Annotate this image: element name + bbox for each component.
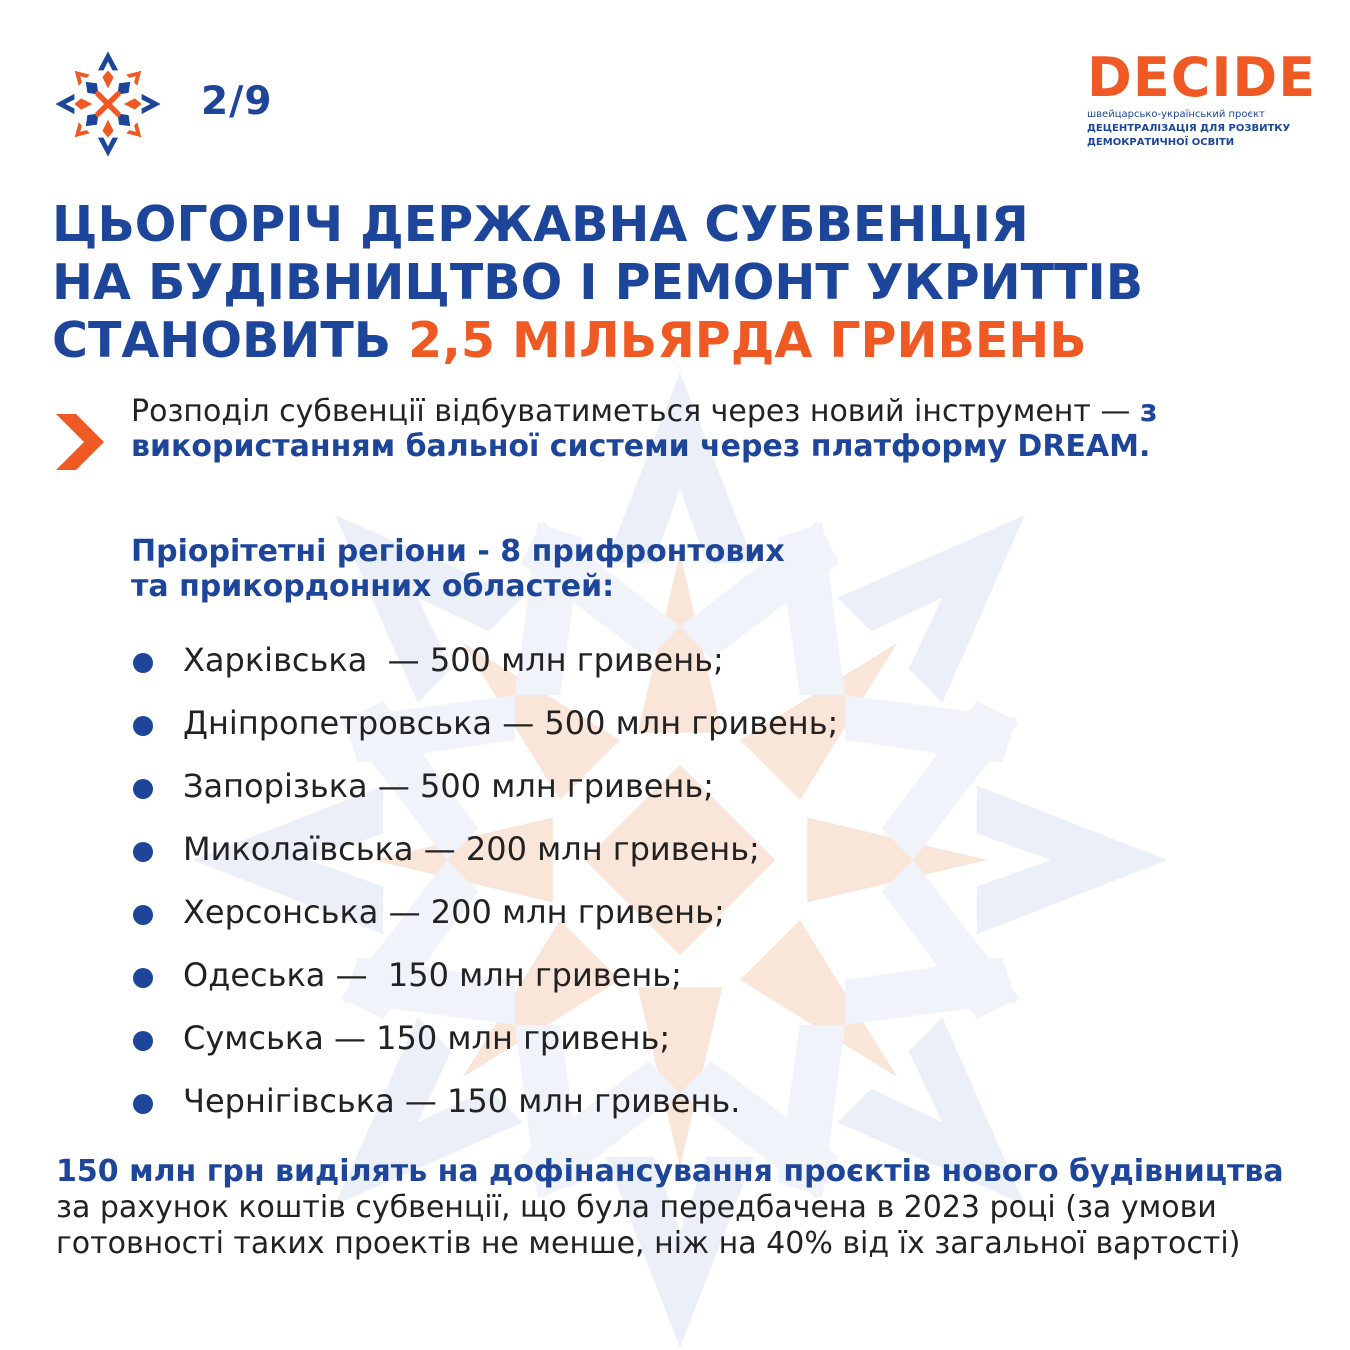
priority-line2: та прикордонних областей:	[131, 569, 615, 604]
brand-tagline-line1: швейцарсько-український проєкт	[1087, 109, 1265, 120]
headline-highlight: 2,5 МІЛЬЯРДА ГРИВЕНЬ	[408, 312, 1087, 369]
bullet-dot-icon	[133, 716, 153, 736]
region-text: Запорізька — 500 млн гривень;	[183, 767, 714, 805]
intro-bold: з використанням бальної системи через платформу DREAM.	[131, 394, 1158, 464]
chevron-right-icon	[56, 414, 104, 470]
brand-tagline-line3: ДЕМОКРАТИЧНОЇ ОСВІТИ	[1087, 137, 1235, 148]
region-text: Херсонська — 200 млн гривень;	[183, 893, 725, 931]
priority-heading	[131, 534, 1231, 604]
footer-bold: 150 млн грн виділять на дофінансування проєктів нового будівництва	[56, 1154, 1284, 1189]
footer-paragraph	[56, 1154, 1316, 1262]
brand-logo	[1087, 46, 1327, 150]
headline	[52, 196, 1312, 370]
intro-text: Розподіл субвенції відбуватиметься через новий інструмент —	[131, 394, 1140, 429]
bullet-dot-icon	[133, 653, 153, 673]
bullet-dot-icon	[133, 1031, 153, 1051]
page-indicator: 2/9	[201, 79, 273, 124]
brand-name: DECIDE	[1087, 46, 1317, 109]
region-text: Дніпропетровська — 500 млн гривень;	[183, 704, 839, 742]
region-text: Сумська — 150 млн гривень;	[183, 1019, 671, 1057]
headline-line3-prefix: СТАНОВИТЬ	[52, 312, 409, 369]
headline-line2: НА БУДІВНИЦТВО І РЕМОНТ УКРИТТІВ	[52, 254, 1144, 311]
snowflake-logo-icon	[52, 48, 164, 160]
priority-line1: Пріорітетні регіони - 8 прифронтових	[131, 534, 785, 569]
region-text: Одеська — 150 млн гривень;	[183, 956, 682, 994]
footer-text: за рахунок коштів субвенції, що була передбачена в 2023 році (за умови готовності таких проектів не менше, ніж на 40% від їх загальної вартості)	[56, 1190, 1241, 1261]
bullet-dot-icon	[133, 779, 153, 799]
bullet-dot-icon	[133, 842, 153, 862]
headline-line3	[52, 312, 1312, 370]
region-text: Харківська — 500 млн гривень;	[183, 641, 724, 679]
bullet-dot-icon	[133, 905, 153, 925]
intro-paragraph	[131, 394, 1291, 464]
region-text: Чернігівська — 150 млн гривень.	[183, 1082, 741, 1120]
bullet-dot-icon	[133, 968, 153, 988]
headline-line1: ЦЬОГОРІЧ ДЕРЖАВНА СУБВЕНЦІЯ	[52, 196, 1029, 253]
region-text: Миколаївська — 200 млн гривень;	[183, 830, 760, 868]
bullet-dot-icon	[133, 1094, 153, 1114]
brand-tagline-line2: ДЕЦЕНТРАЛІЗАЦІЯ ДЛЯ РОЗВИТКУ	[1087, 123, 1291, 134]
